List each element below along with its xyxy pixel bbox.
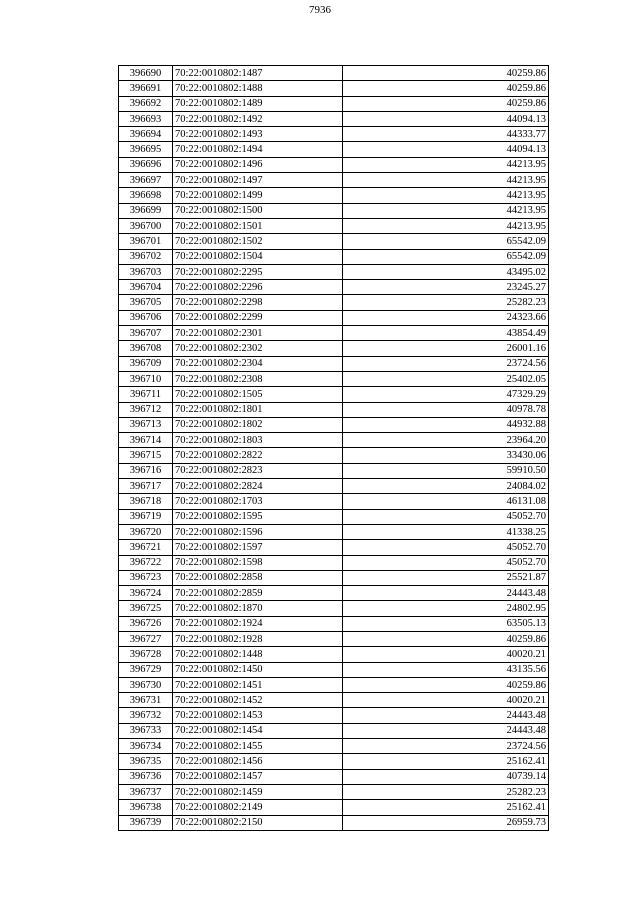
row-number-cell: 396716 (119, 463, 173, 478)
table-row (119, 264, 549, 279)
cadastral-number-cell: 70:22:0010802:1450 (173, 662, 343, 677)
table-row (119, 249, 549, 264)
cadastral-number-cell: 70:22:0010802:1456 (173, 754, 343, 769)
value-cell: 23245.27 (343, 280, 549, 295)
value-cell: 26959.73 (343, 815, 549, 830)
cadastral-number-cell: 70:22:0010802:1595 (173, 509, 343, 524)
table-row (119, 463, 549, 478)
row-number-cell: 396725 (119, 601, 173, 616)
table-row (119, 142, 549, 157)
cadastral-number-cell: 70:22:0010802:1802 (173, 417, 343, 432)
value-cell: 40259.86 (343, 631, 549, 646)
row-number-cell: 396717 (119, 479, 173, 494)
row-number-cell: 396694 (119, 127, 173, 142)
value-cell: 40020.21 (343, 693, 549, 708)
table-row (119, 96, 549, 111)
value-cell: 24084.02 (343, 479, 549, 494)
row-number-cell: 396703 (119, 264, 173, 279)
row-number-cell: 396702 (119, 249, 173, 264)
value-cell: 25282.23 (343, 295, 549, 310)
row-number-cell: 396738 (119, 800, 173, 815)
table-row (119, 800, 549, 815)
cadastral-number-cell: 70:22:0010802:1451 (173, 677, 343, 692)
cadastral-number-cell: 70:22:0010802:1459 (173, 784, 343, 799)
cadastral-number-cell: 70:22:0010802:2308 (173, 371, 343, 386)
row-number-cell: 396720 (119, 524, 173, 539)
value-cell: 24443.48 (343, 723, 549, 738)
row-number-cell: 396700 (119, 218, 173, 233)
row-number-cell: 396698 (119, 188, 173, 203)
table-row (119, 326, 549, 341)
value-cell: 40259.86 (343, 96, 549, 111)
cadastral-number-cell: 70:22:0010802:1870 (173, 601, 343, 616)
table-row (119, 448, 549, 463)
cadastral-number-cell: 70:22:0010802:1493 (173, 127, 343, 142)
row-number-cell: 396705 (119, 295, 173, 310)
value-cell: 47329.29 (343, 387, 549, 402)
value-cell: 26001.16 (343, 341, 549, 356)
table-row (119, 524, 549, 539)
row-number-cell: 396713 (119, 417, 173, 432)
row-number-cell: 396692 (119, 96, 173, 111)
value-cell: 43854.49 (343, 326, 549, 341)
row-number-cell: 396715 (119, 448, 173, 463)
row-number-cell: 396706 (119, 310, 173, 325)
table-row (119, 616, 549, 631)
value-cell: 44213.95 (343, 203, 549, 218)
table-row (119, 387, 549, 402)
cadastral-number-cell: 70:22:0010802:1496 (173, 157, 343, 172)
table-row (119, 234, 549, 249)
table-row (119, 815, 549, 830)
row-number-cell: 396719 (119, 509, 173, 524)
cadastral-number-cell: 70:22:0010802:1504 (173, 249, 343, 264)
table-row (119, 66, 549, 81)
table-row (119, 631, 549, 646)
cadastral-number-cell: 70:22:0010802:2822 (173, 448, 343, 463)
cadastral-number-cell: 70:22:0010802:1928 (173, 631, 343, 646)
value-cell: 40259.86 (343, 81, 549, 96)
row-number-cell: 396721 (119, 540, 173, 555)
table-row (119, 295, 549, 310)
row-number-cell: 396737 (119, 784, 173, 799)
table-row (119, 570, 549, 585)
cadastral-number-cell: 70:22:0010802:1487 (173, 66, 343, 81)
table-row (119, 479, 549, 494)
row-number-cell: 396727 (119, 631, 173, 646)
value-cell: 25162.41 (343, 800, 549, 815)
table-row (119, 417, 549, 432)
table-row (119, 708, 549, 723)
table-row (119, 127, 549, 142)
table-row (119, 647, 549, 662)
cadastral-number-cell: 70:22:0010802:2299 (173, 310, 343, 325)
row-number-cell: 396691 (119, 81, 173, 96)
row-number-cell: 396696 (119, 157, 173, 172)
cadastral-number-cell: 70:22:0010802:1501 (173, 218, 343, 233)
cadastral-number-cell: 70:22:0010802:2824 (173, 479, 343, 494)
cadastral-number-cell: 70:22:0010802:1453 (173, 708, 343, 723)
value-cell: 46131.08 (343, 494, 549, 509)
row-number-cell: 396708 (119, 341, 173, 356)
row-number-cell: 396735 (119, 754, 173, 769)
cadastral-number-cell: 70:22:0010802:1492 (173, 111, 343, 126)
value-cell: 23964.20 (343, 433, 549, 448)
value-cell: 44094.13 (343, 111, 549, 126)
cadastral-number-cell: 70:22:0010802:2296 (173, 280, 343, 295)
cadastral-number-cell: 70:22:0010802:1598 (173, 555, 343, 570)
value-cell: 40020.21 (343, 647, 549, 662)
table-row (119, 310, 549, 325)
registry-table-body (119, 66, 549, 831)
value-cell: 33430.06 (343, 448, 549, 463)
cadastral-number-cell: 70:22:0010802:1499 (173, 188, 343, 203)
table-row (119, 754, 549, 769)
value-cell: 44932.88 (343, 417, 549, 432)
row-number-cell: 396722 (119, 555, 173, 570)
table-row (119, 540, 549, 555)
row-number-cell: 396730 (119, 677, 173, 692)
value-cell: 65542.09 (343, 234, 549, 249)
row-number-cell: 396710 (119, 371, 173, 386)
cadastral-number-cell: 70:22:0010802:1454 (173, 723, 343, 738)
value-cell: 45052.70 (343, 555, 549, 570)
value-cell: 40259.86 (343, 66, 549, 81)
table-row (119, 280, 549, 295)
table-row (119, 188, 549, 203)
cadastral-number-cell: 70:22:0010802:2858 (173, 570, 343, 585)
table-row (119, 402, 549, 417)
value-cell: 44094.13 (343, 142, 549, 157)
cadastral-number-cell: 70:22:0010802:1488 (173, 81, 343, 96)
cadastral-number-cell: 70:22:0010802:2823 (173, 463, 343, 478)
row-number-cell: 396714 (119, 433, 173, 448)
value-cell: 44333.77 (343, 127, 549, 142)
value-cell: 65542.09 (343, 249, 549, 264)
value-cell: 23724.56 (343, 356, 549, 371)
table-row (119, 157, 549, 172)
table-row (119, 203, 549, 218)
table-row (119, 111, 549, 126)
row-number-cell: 396733 (119, 723, 173, 738)
row-number-cell: 396731 (119, 693, 173, 708)
row-number-cell: 396704 (119, 280, 173, 295)
table-row (119, 784, 549, 799)
cadastral-number-cell: 70:22:0010802:1502 (173, 234, 343, 249)
row-number-cell: 396707 (119, 326, 173, 341)
cadastral-number-cell: 70:22:0010802:1452 (173, 693, 343, 708)
value-cell: 44213.95 (343, 188, 549, 203)
table-row (119, 662, 549, 677)
row-number-cell: 396697 (119, 173, 173, 188)
row-number-cell: 396690 (119, 66, 173, 81)
row-number-cell: 396736 (119, 769, 173, 784)
cadastral-number-cell: 70:22:0010802:1448 (173, 647, 343, 662)
row-number-cell: 396693 (119, 111, 173, 126)
value-cell: 25162.41 (343, 754, 549, 769)
value-cell: 45052.70 (343, 509, 549, 524)
cadastral-number-cell: 70:22:0010802:2298 (173, 295, 343, 310)
cadastral-number-cell: 70:22:0010802:1494 (173, 142, 343, 157)
cadastral-number-cell: 70:22:0010802:1803 (173, 433, 343, 448)
value-cell: 24802.95 (343, 601, 549, 616)
table-row (119, 509, 549, 524)
page-number: 7936 (309, 4, 331, 16)
row-number-cell: 396734 (119, 739, 173, 754)
table-row (119, 555, 549, 570)
value-cell: 45052.70 (343, 540, 549, 555)
cadastral-number-cell: 70:22:0010802:1457 (173, 769, 343, 784)
cadastral-number-cell: 70:22:0010802:1500 (173, 203, 343, 218)
table-row (119, 586, 549, 601)
row-number-cell: 396724 (119, 586, 173, 601)
table-row (119, 494, 549, 509)
value-cell: 43135.56 (343, 662, 549, 677)
cadastral-number-cell: 70:22:0010802:1489 (173, 96, 343, 111)
table-row (119, 769, 549, 784)
cadastral-number-cell: 70:22:0010802:1703 (173, 494, 343, 509)
row-number-cell: 396709 (119, 356, 173, 371)
value-cell: 44213.95 (343, 218, 549, 233)
cadastral-number-cell: 70:22:0010802:1455 (173, 739, 343, 754)
value-cell: 24443.48 (343, 586, 549, 601)
value-cell: 63505.13 (343, 616, 549, 631)
row-number-cell: 396695 (119, 142, 173, 157)
table-row (119, 341, 549, 356)
value-cell: 25282.23 (343, 784, 549, 799)
value-cell: 40978.78 (343, 402, 549, 417)
row-number-cell: 396718 (119, 494, 173, 509)
value-cell: 25521.87 (343, 570, 549, 585)
table-row (119, 218, 549, 233)
registry-table (118, 65, 549, 831)
row-number-cell: 396699 (119, 203, 173, 218)
cadastral-number-cell: 70:22:0010802:2302 (173, 341, 343, 356)
row-number-cell: 396729 (119, 662, 173, 677)
row-number-cell: 396728 (119, 647, 173, 662)
table-row (119, 173, 549, 188)
row-number-cell: 396726 (119, 616, 173, 631)
table-row (119, 81, 549, 96)
cadastral-number-cell: 70:22:0010802:1497 (173, 173, 343, 188)
cadastral-number-cell: 70:22:0010802:1597 (173, 540, 343, 555)
cadastral-number-cell: 70:22:0010802:1801 (173, 402, 343, 417)
table-row (119, 433, 549, 448)
value-cell: 24323.66 (343, 310, 549, 325)
cadastral-number-cell: 70:22:0010802:2295 (173, 264, 343, 279)
cadastral-number-cell: 70:22:0010802:2304 (173, 356, 343, 371)
row-number-cell: 396723 (119, 570, 173, 585)
table-row (119, 356, 549, 371)
value-cell: 44213.95 (343, 173, 549, 188)
row-number-cell: 396701 (119, 234, 173, 249)
cadastral-number-cell: 70:22:0010802:1505 (173, 387, 343, 402)
value-cell: 40739.14 (343, 769, 549, 784)
cadastral-number-cell: 70:22:0010802:2150 (173, 815, 343, 830)
row-number-cell: 396711 (119, 387, 173, 402)
cadastral-number-cell: 70:22:0010802:2149 (173, 800, 343, 815)
table-row (119, 371, 549, 386)
value-cell: 43495.02 (343, 264, 549, 279)
value-cell: 44213.95 (343, 157, 549, 172)
table-row (119, 723, 549, 738)
row-number-cell: 396732 (119, 708, 173, 723)
cadastral-number-cell: 70:22:0010802:2859 (173, 586, 343, 601)
table-row (119, 677, 549, 692)
table-row (119, 693, 549, 708)
row-number-cell: 396712 (119, 402, 173, 417)
cadastral-number-cell: 70:22:0010802:1596 (173, 524, 343, 539)
table-row (119, 739, 549, 754)
cadastral-number-cell: 70:22:0010802:1924 (173, 616, 343, 631)
cadastral-number-cell: 70:22:0010802:2301 (173, 326, 343, 341)
value-cell: 59910.50 (343, 463, 549, 478)
value-cell: 40259.86 (343, 677, 549, 692)
value-cell: 24443.48 (343, 708, 549, 723)
value-cell: 25402.05 (343, 371, 549, 386)
table-row (119, 601, 549, 616)
row-number-cell: 396739 (119, 815, 173, 830)
value-cell: 41338.25 (343, 524, 549, 539)
value-cell: 23724.56 (343, 739, 549, 754)
